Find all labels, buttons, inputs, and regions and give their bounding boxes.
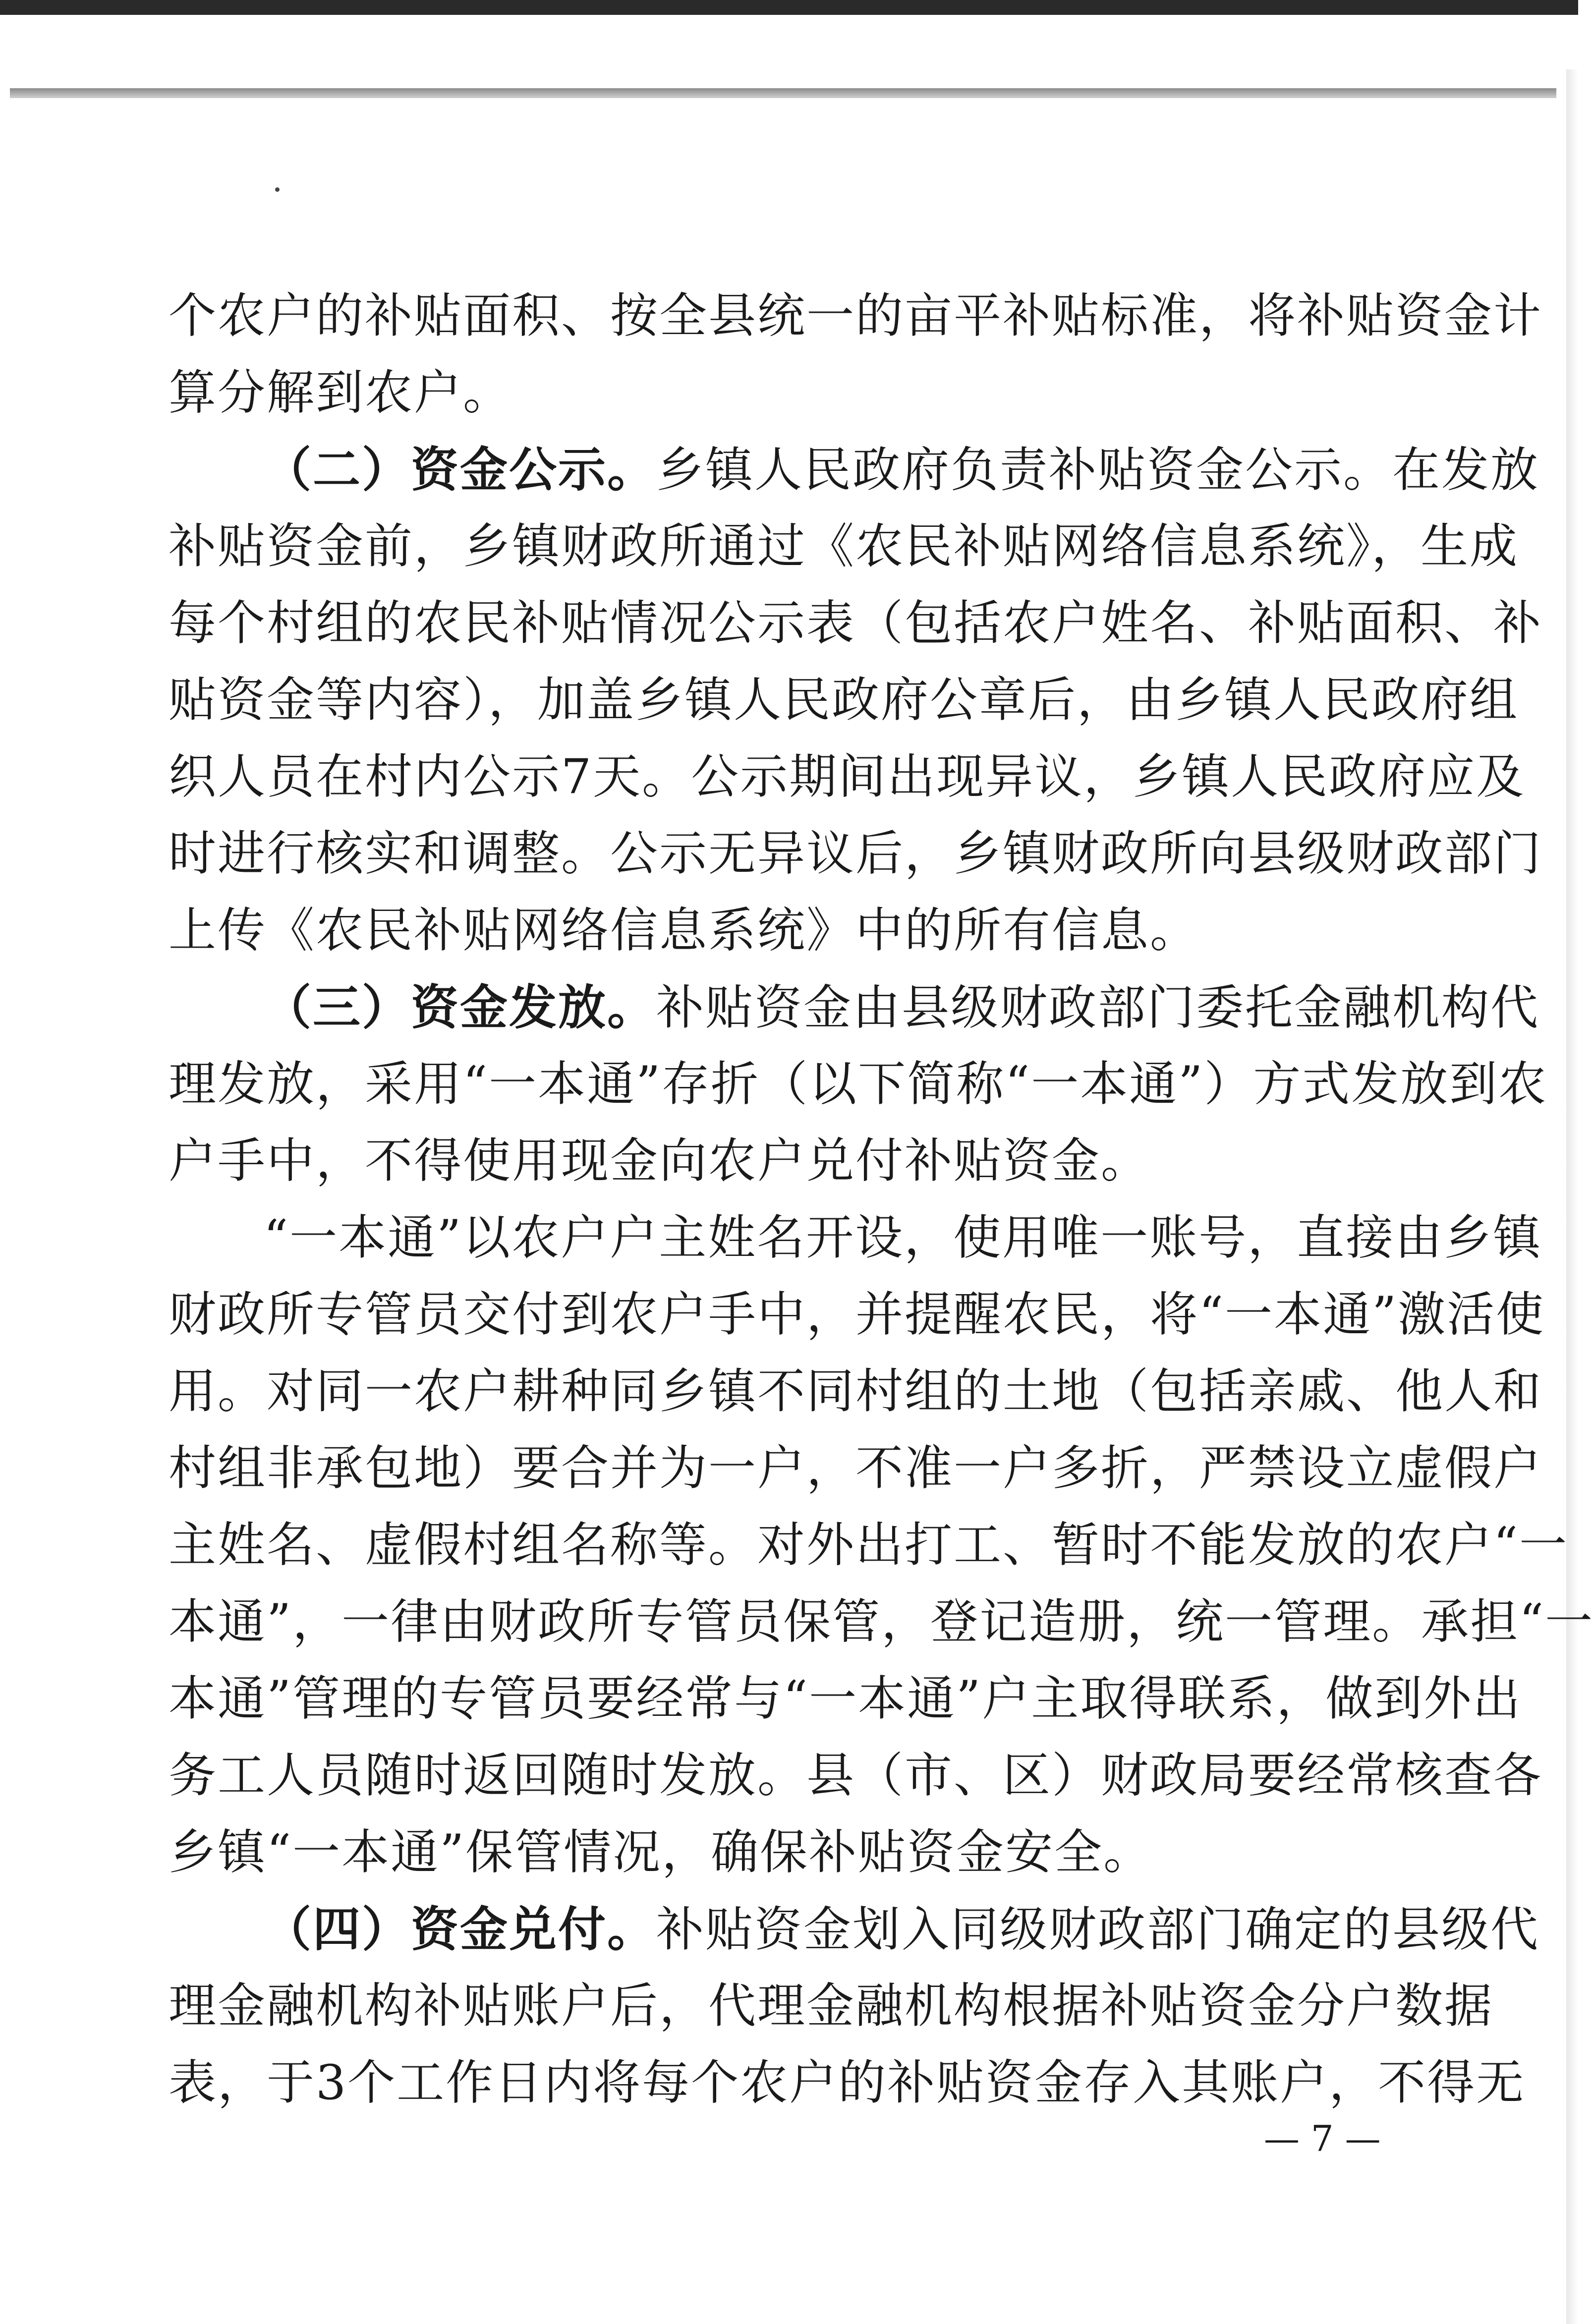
text-line [169,1430,1542,1507]
text-line [169,1660,1522,1737]
line-text: 户手中，不得使用现金向农户兑付补贴资金。 [169,1133,1150,1189]
text-line [169,1814,1373,1891]
line-text: 补贴资金前，乡镇财政所通过《农民补贴网络信息系统》，生成 [169,518,1519,574]
line-text: 表，于3个工作日内将每个农户的补贴资金存入其账户，不得无 [169,2055,1526,2110]
text-line [169,1968,1493,2044]
section-heading: （四）资金兑付。 [264,1901,656,1957]
text-line [169,1353,1542,1430]
section-heading: （二）资金公示。 [264,442,656,498]
line-text: 村组非承包地）要合并为一户，不准一户多折，严禁设立虚假户 [169,1440,1542,1496]
text-line [169,1737,1542,1814]
text-line [169,738,1526,815]
text-line [169,354,1373,431]
text-line [169,2044,1526,2121]
line-text: 理金融机构补贴账户后，代理金融机构根据补贴资金分户数据 [169,1978,1493,2034]
line-text: 财政所专管员交付到农户手中，并提醒农民，将“一本通”激活使 [169,1287,1545,1342]
text-line [169,1199,1542,1276]
text-line [169,508,1519,585]
text-line [169,1507,1569,1584]
document-body [169,278,1594,2121]
section-heading: （三）资金发放。 [264,979,656,1035]
text-line [169,1891,1539,1968]
line-text: 本通”，一律由财政所专管员保管，登记造册，统一管理。承担“一 [169,1594,1594,1649]
scan-speck [275,187,280,192]
line-text: 本通”管理的专管员要经常与“一本通”户主取得联系，做到外出 [169,1671,1522,1726]
line-text: 理发放，采用“一本通”存折（以下简称“一本通”）方式发放到农 [169,1056,1548,1112]
text-line [169,815,1542,892]
line-text: 用。对同一农户耕种同乡镇不同村组的土地（包括亲戚、他人和 [169,1363,1542,1419]
line-text: 贴资金等内容），加盖乡镇人民政府公章后，由乡镇人民政府组 [169,672,1519,728]
line-text: 务工人员随时返回随时发放。县（市、区）财政局要经常核查各 [169,1748,1542,1803]
line-text: “一本通”以农户户主姓名开设，使用唯一账号，直接由乡镇 [264,1210,1542,1265]
text-line [169,892,1373,969]
line-text: 算分解到农户。 [169,365,512,420]
line-text: 补贴资金由县级财政部门委托金融机构代 [656,980,1539,1035]
text-line [169,662,1519,738]
page-top-rule [10,88,1556,98]
text-line [169,1584,1594,1660]
text-line [169,1123,1373,1199]
text-line [169,1276,1545,1353]
line-text: 乡镇“一本通”保管情况，确保补贴资金安全。 [169,1824,1153,1880]
line-text: 每个村组的农民补贴情况公示表（包括农户姓名、补贴面积、补 [169,595,1542,651]
line-text: 织人员在村内公示7天。公示期间出现异议，乡镇人民政府应及 [169,749,1526,804]
page-right-edge [1566,69,1578,2324]
line-text: 个农户的补贴面积、按全县统一的亩平补贴标准，将补贴资金计 [169,288,1542,343]
line-text: 主姓名、虚假村组名称等。对外出打工、暂时不能发放的农户“一 [169,1517,1569,1573]
page-number: — 7 — [1264,2118,1381,2159]
text-line [169,585,1542,662]
text-line [169,431,1539,508]
line-text: 上传《农民补贴网络信息系统》中的所有信息。 [169,903,1199,958]
text-line [169,969,1539,1046]
text-line [169,1046,1548,1123]
line-text: 乡镇人民政府负责补贴资金公示。在发放 [656,442,1539,498]
text-line [169,278,1542,354]
line-text: 补贴资金划入同级财政部门确定的县级代 [656,1902,1539,1957]
scan-top-edge [0,0,1578,15]
line-text: 时进行核实和调整。公示无异议后，乡镇财政所向县级财政部门 [169,826,1542,881]
